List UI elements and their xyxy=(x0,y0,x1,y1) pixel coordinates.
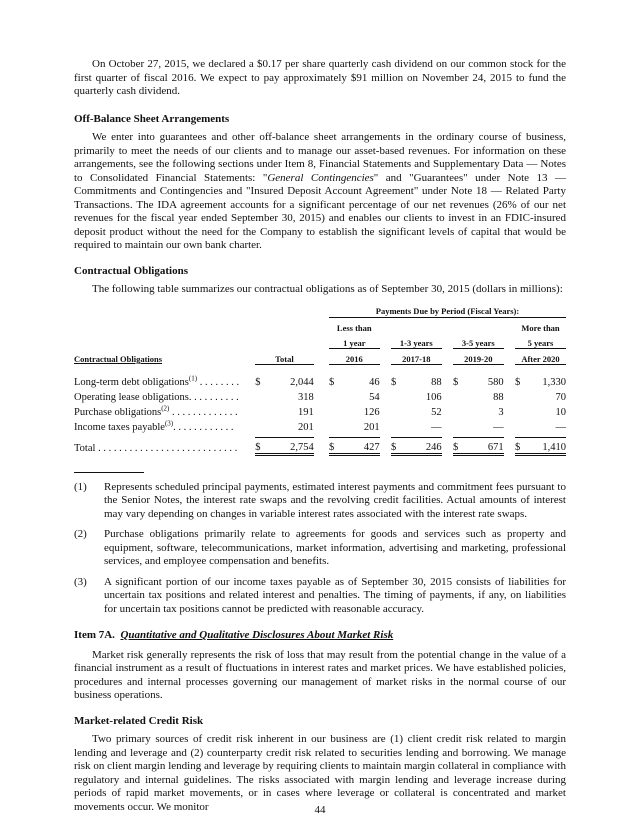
cell-y2: 106 xyxy=(425,391,442,403)
cell-total: 2,044 xyxy=(290,376,314,388)
table-header-mid-row xyxy=(74,333,566,349)
dividend-paragraph: On October 27, 2015, we declared a $0.17 per share quarterly cash dividend on our common stock for the first quarter of fiscal 2016. We expect to pay approximately $91 million on November 24, 2015 to fund the quarterly cash dividend. xyxy=(74,58,566,97)
cell-y3: 3 xyxy=(498,406,504,418)
cell-y4: 70 xyxy=(555,391,566,403)
col-4-top: More than xyxy=(521,322,560,333)
cell-y1: 126 xyxy=(363,406,380,418)
currency-symbol: $ xyxy=(329,437,341,454)
cell-y3: 671 xyxy=(465,437,504,454)
footnote xyxy=(74,481,566,522)
cell-y3: — xyxy=(493,421,504,433)
footnote-text: Represents scheduled principal payments, estimated interest payments and commitment fees pursuant to the Senior Notes, the interest rate swaps and the revolving credit facilities. Actual amounts of interest may vary depending on changes in variable interest rates associated with the interest rate swaps. xyxy=(104,480,566,520)
cell-total: 201 xyxy=(298,421,314,433)
footnote-number: (1) xyxy=(74,480,87,493)
table-row xyxy=(74,418,566,433)
col-2-year: 2017-18 xyxy=(391,348,442,364)
market-credit-paragraph: Two primary sources of credit risk inherent in our business are (1) client credit risk related to margin lending and leverage and (2) counterparty credit risk related to securities lending and borrowing. We manage risk on client margin lending and leverage by requiring clients to maintain margin collateral in compliance with regulatory and internal guidelines. The risks associated with margin lending and leverage increase during periods of rapid market movements, or in cases where leverage or collateral is concentrated and market movements occur. We monitor xyxy=(74,733,566,813)
cell-y1: 46 xyxy=(369,376,380,388)
total-label: Total . . . . . . . . . . . . . . . . . . . . . . . . . . . xyxy=(74,443,238,454)
table-header-year-row xyxy=(74,348,566,364)
cell-y2: 88 xyxy=(431,376,442,388)
cell-y2: 52 xyxy=(431,406,442,418)
footnote-number: (3) xyxy=(74,575,87,588)
cell-y4: 10 xyxy=(555,406,566,418)
cell-y2: — xyxy=(431,421,442,433)
cell-y4: 1,410 xyxy=(527,437,566,454)
row-label: Income taxes payable$^{(3)}$. . . . . . . . . . . . xyxy=(74,419,234,433)
cell-total: 2,754 xyxy=(267,437,314,454)
currency-symbol: $ xyxy=(515,376,521,388)
off-balance-text-1: We enter into guarantees and other off-balance sheet arrangements in the ordinary course of business, primarily to meet the needs of our clients and to manage our asset-based revenues. For information on these arrangements, see the following sections under Item 8, Financial Statements and Supplementary Data — Notes to Consolidated Financial Statements: " xyxy=(74,131,566,184)
cell-y1: 427 xyxy=(341,437,380,454)
off-balance-heading: Off-Balance Sheet Arrangements xyxy=(74,112,230,125)
table-total-row xyxy=(74,437,566,454)
currency-symbol: $ xyxy=(255,376,261,388)
cell-y3: 88 xyxy=(493,391,504,403)
col-1-top: Less than xyxy=(336,322,372,333)
table-row xyxy=(74,388,566,403)
currency-symbol: $ xyxy=(453,437,465,454)
currency-symbol: $ xyxy=(515,437,527,454)
footnote-number: (2) xyxy=(74,528,87,540)
cell-total: 318 xyxy=(298,391,314,403)
col-3-mid: 3-5 years xyxy=(453,333,504,349)
col-3-year: 2019-20 xyxy=(453,348,504,364)
footnote-text: A significant portion of our income taxes payable as of September 30, 2015 consists of liabilities for uncertain tax positions and related interest and penalties. The timing of payments, if any, on liabilities for uncertain tax positions cannot be predicted with reasonable accuracy. xyxy=(104,575,566,615)
contractual-intro: The following table summarizes our contractual obligations as of September 30, 2015 (dollars in millions): xyxy=(92,283,563,295)
row-label: Long-term debt obligations$^{(1)}$ . . . . . . . . xyxy=(74,374,240,388)
currency-symbol: $ xyxy=(329,376,335,388)
contractual-obligations-table xyxy=(74,301,566,456)
footnote xyxy=(74,576,566,617)
row-label: Purchase obligations$^{(2)}$ . . . . . . . . . . . . . xyxy=(74,404,238,418)
table-row xyxy=(74,403,566,418)
cell-y1: 201 xyxy=(363,421,380,433)
market-risk-paragraph: Market risk generally represents the risk of loss that may result from the potential change in the value of a financial instrument as a result of fluctuations in interest rates and market prices. We have established policies, procedures and internal processes governing our management of market risks in the normal course of our business operations. xyxy=(74,648,566,701)
col-4-mid: 5 years xyxy=(515,333,566,349)
item-7a-heading xyxy=(74,629,566,643)
contractual-heading: Contractual Obligations xyxy=(74,264,188,277)
cell-y4: 1,330 xyxy=(542,376,566,388)
footnote-divider xyxy=(74,472,144,473)
cell-y2: 246 xyxy=(403,437,442,454)
cell-y3: 580 xyxy=(487,376,504,388)
footnote-text: Purchase obligations primarily relate to agreements for goods and services such as property and equipment, software, telecommunications, market information, advertising and marketing, professional services, and employee compensation and benefits. xyxy=(104,528,566,567)
col-1-year: 2016 xyxy=(329,348,380,364)
item-7a-number: Item 7A. xyxy=(74,629,115,641)
currency-symbol: $ xyxy=(453,376,459,388)
page-number: 44 xyxy=(314,804,326,816)
off-balance-paragraph xyxy=(74,131,566,253)
table-row xyxy=(74,373,566,388)
table-group-header-row xyxy=(74,301,566,318)
item-7a-title: Quantitative and Qualitative Disclosures About Market Risk xyxy=(120,629,394,641)
col-total-header: Total xyxy=(255,348,314,364)
currency-symbol: $ xyxy=(255,437,267,454)
market-credit-heading: Market-related Credit Risk xyxy=(74,714,204,727)
col-4-year: After 2020 xyxy=(515,348,566,364)
row-header: Contractual Obligations xyxy=(74,354,163,364)
cell-total: 191 xyxy=(298,406,314,418)
table-header-top-row xyxy=(74,317,566,333)
cell-y1: 54 xyxy=(369,391,380,403)
payments-due-header: Payments Due by Period (Fiscal Years): xyxy=(329,301,566,318)
off-balance-italic: General Contingencies xyxy=(267,171,374,184)
row-label: Operating lease obligations. . . . . . . . . . xyxy=(74,391,239,403)
col-1-mid: 1 year xyxy=(329,333,380,349)
col-2-mid: 1-3 years xyxy=(391,333,442,349)
currency-symbol: $ xyxy=(391,437,403,454)
off-balance-text-2: " and "Guarantees" under Note 13 — Commitments and Contingencies and "Insured Deposit Account Agreement" under Note 18 — Related Party Transactions. The IDA agreement accounts for a significant percentage of our net revenues (26% of our net revenues for the fiscal year ended September 30, 2015) and enables our clients to invest in an FDIC-insured deposit product without the need for the Company to establish the significant levels of capital that would be required to maintain our own bank charter. xyxy=(74,171,566,251)
footnote xyxy=(74,528,566,569)
currency-symbol: $ xyxy=(391,376,397,388)
cell-y4: — xyxy=(555,421,566,433)
